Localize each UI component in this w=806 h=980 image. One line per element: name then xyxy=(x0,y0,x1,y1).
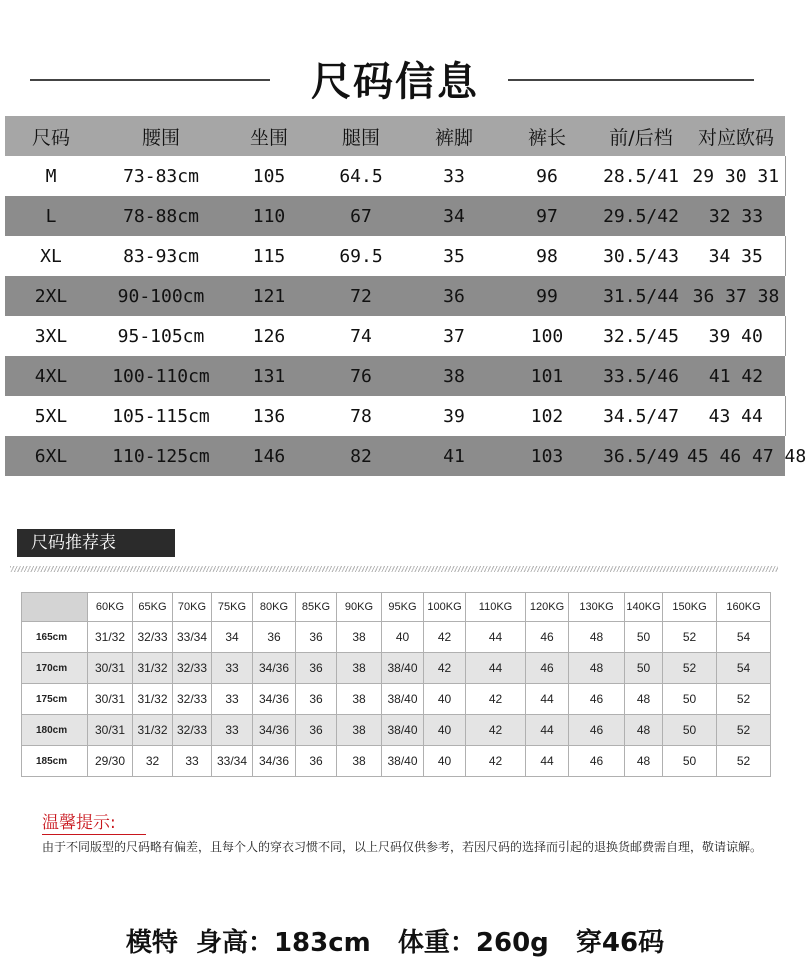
weight-header-cell: 120KG xyxy=(526,593,569,622)
recommend-cell: 40 xyxy=(382,622,424,653)
size-cell: 98 xyxy=(499,236,595,276)
recommend-cell: 46 xyxy=(526,622,569,653)
height-header-cell: 170cm xyxy=(22,653,88,684)
recommend-cell: 30/31 xyxy=(88,715,133,746)
weight-header-cell: 95KG xyxy=(382,593,424,622)
size-cell: 5XL xyxy=(5,396,97,436)
recommend-cell: 31/32 xyxy=(133,684,173,715)
size-header-cell: 坐围 xyxy=(225,116,313,156)
recommend-cell: 38 xyxy=(337,746,382,777)
size-cell: 95-105cm xyxy=(97,316,225,356)
size-cell: L xyxy=(5,196,97,236)
size-cell: 37 xyxy=(409,316,499,356)
recommend-cell: 38 xyxy=(337,622,382,653)
recommend-cell: 50 xyxy=(663,746,717,777)
size-cell: 105-115cm xyxy=(97,396,225,436)
size-cell: 36.5/49 xyxy=(595,436,687,476)
recommend-cell: 44 xyxy=(526,684,569,715)
recommend-cell: 50 xyxy=(663,684,717,715)
size-cell: 29 30 31 xyxy=(687,156,785,196)
size-header-cell: 裤长 xyxy=(499,116,595,156)
recommend-cell: 34 xyxy=(212,622,253,653)
recommend-cell: 52 xyxy=(663,622,717,653)
tips-title: 温馨提示: xyxy=(42,808,146,835)
recommend-cell: 54 xyxy=(717,653,771,684)
recommend-cell: 31/32 xyxy=(88,622,133,653)
size-table-row xyxy=(5,316,785,356)
recommend-cell: 33 xyxy=(173,746,212,777)
weight-header-cell: 100KG xyxy=(424,593,466,622)
recommend-cell: 52 xyxy=(717,684,771,715)
size-cell: 97 xyxy=(499,196,595,236)
size-table-row xyxy=(5,156,785,196)
weight-header-cell: 150KG xyxy=(663,593,717,622)
size-cell: 100-110cm xyxy=(97,356,225,396)
size-cell: 105 xyxy=(225,156,313,196)
size-table xyxy=(5,116,806,476)
size-cell: 67 xyxy=(313,196,409,236)
size-cell: 31.5/44 xyxy=(595,276,687,316)
recommend-label: 尺码推荐表 xyxy=(17,529,175,557)
recommend-cell: 30/31 xyxy=(88,684,133,715)
size-cell: 78 xyxy=(313,396,409,436)
recommend-cell: 46 xyxy=(526,653,569,684)
size-header-cell: 对应欧码 xyxy=(687,116,785,156)
recommend-cell: 32/33 xyxy=(133,622,173,653)
recommend-cell: 52 xyxy=(663,653,717,684)
size-cell: 34 35 xyxy=(687,236,785,276)
size-cell: 73-83cm xyxy=(97,156,225,196)
recommend-cell: 33/34 xyxy=(173,622,212,653)
recommend-cell: 48 xyxy=(625,715,663,746)
recommend-cell: 46 xyxy=(569,715,625,746)
weight-header-cell: 85KG xyxy=(296,593,337,622)
recommend-cell: 42 xyxy=(424,653,466,684)
recommend-cell: 31/32 xyxy=(133,653,173,684)
size-table-row xyxy=(5,236,785,276)
size-cell: 4XL xyxy=(5,356,97,396)
weight-header-cell: 130KG xyxy=(569,593,625,622)
recommend-cell: 40 xyxy=(424,684,466,715)
size-cell: 35 xyxy=(409,236,499,276)
recommend-corner-cell xyxy=(22,593,88,622)
size-cell: 99 xyxy=(499,276,595,316)
size-cell: XL xyxy=(5,236,97,276)
recommend-cell: 50 xyxy=(625,622,663,653)
size-cell: 131 xyxy=(225,356,313,396)
weight-header-cell: 110KG xyxy=(466,593,526,622)
recommend-cell: 34/36 xyxy=(253,684,296,715)
recommend-cell: 30/31 xyxy=(88,653,133,684)
tips-text: 由于不同版型的尺码略有偏差，且每个人的穿衣习惯不同，以上尺码仅供参考，若因尺码的选择而引起的退换货邮费需自理，敬请谅解。 xyxy=(42,840,763,854)
recommend-cell: 34/36 xyxy=(253,653,296,684)
recommend-cell: 32/33 xyxy=(173,684,212,715)
hatch-divider xyxy=(10,566,778,572)
recommend-cell: 34/36 xyxy=(253,746,296,777)
size-header-cell: 腰围 xyxy=(97,116,225,156)
weight-header-cell: 140KG xyxy=(625,593,663,622)
recommend-cell: 36 xyxy=(296,715,337,746)
size-cell: 30.5/43 xyxy=(595,236,687,276)
recommend-cell: 42 xyxy=(466,684,526,715)
recommend-cell: 48 xyxy=(625,684,663,715)
size-table-row xyxy=(5,276,785,316)
recommend-cell: 32/33 xyxy=(173,653,212,684)
size-cell: 32.5/45 xyxy=(595,316,687,356)
size-cell: M xyxy=(5,156,97,196)
height-header-cell: 185cm xyxy=(22,746,88,777)
recommend-cell: 44 xyxy=(466,653,526,684)
size-cell: 39 40 xyxy=(687,316,785,356)
recommend-cell: 33/34 xyxy=(212,746,253,777)
size-cell: 39 xyxy=(409,396,499,436)
size-cell: 41 42 xyxy=(687,356,785,396)
size-cell: 32 33 xyxy=(687,196,785,236)
recommend-cell: 44 xyxy=(466,622,526,653)
recommend-cell: 36 xyxy=(296,622,337,653)
size-cell: 38 xyxy=(409,356,499,396)
recommend-cell: 40 xyxy=(424,746,466,777)
recommend-cell: 54 xyxy=(717,622,771,653)
recommend-table xyxy=(21,592,771,777)
size-cell: 110-125cm xyxy=(97,436,225,476)
recommend-cell: 50 xyxy=(663,715,717,746)
weight-header-cell: 75KG xyxy=(212,593,253,622)
size-header-cell: 前/后档 xyxy=(595,116,687,156)
recommend-cell: 40 xyxy=(424,715,466,746)
weight-header-cell: 90KG xyxy=(337,593,382,622)
size-cell: 136 xyxy=(225,396,313,436)
weight-header-cell: 80KG xyxy=(253,593,296,622)
size-cell: 41 xyxy=(409,436,499,476)
recommend-row xyxy=(22,622,771,653)
size-cell: 146 xyxy=(225,436,313,476)
size-table-row xyxy=(5,436,785,476)
recommend-cell: 31/32 xyxy=(133,715,173,746)
recommend-row xyxy=(22,746,771,777)
recommend-header-row xyxy=(22,593,771,622)
size-cell: 102 xyxy=(499,396,595,436)
size-cell: 45 46 47 48 xyxy=(687,436,785,476)
recommend-cell: 42 xyxy=(466,746,526,777)
size-cell: 36 xyxy=(409,276,499,316)
recommend-cell: 34/36 xyxy=(253,715,296,746)
size-cell: 3XL xyxy=(5,316,97,356)
size-cell: 83-93cm xyxy=(97,236,225,276)
recommend-cell: 44 xyxy=(526,715,569,746)
weight-header-cell: 65KG xyxy=(133,593,173,622)
recommend-row xyxy=(22,715,771,746)
size-cell: 96 xyxy=(499,156,595,196)
recommend-cell: 36 xyxy=(296,653,337,684)
recommend-row xyxy=(22,653,771,684)
size-cell: 110 xyxy=(225,196,313,236)
header xyxy=(0,48,790,108)
size-cell: 103 xyxy=(499,436,595,476)
size-header-cell: 裤脚 xyxy=(409,116,499,156)
recommend-cell: 44 xyxy=(526,746,569,777)
recommend-cell: 33 xyxy=(212,715,253,746)
size-cell: 36 37 38 xyxy=(687,276,785,316)
size-cell: 101 xyxy=(499,356,595,396)
size-cell: 29.5/42 xyxy=(595,196,687,236)
height-header-cell: 180cm xyxy=(22,715,88,746)
size-cell: 33 xyxy=(409,156,499,196)
recommend-cell: 52 xyxy=(717,746,771,777)
recommend-cell: 36 xyxy=(253,622,296,653)
height-header-cell: 165cm xyxy=(22,622,88,653)
size-cell: 115 xyxy=(225,236,313,276)
recommend-cell: 42 xyxy=(424,622,466,653)
recommend-cell: 32 xyxy=(133,746,173,777)
size-cell: 72 xyxy=(313,276,409,316)
size-cell: 74 xyxy=(313,316,409,356)
recommend-cell: 38 xyxy=(337,653,382,684)
model-info: 模特 身高：183cm 体重：260g 穿46码 xyxy=(125,928,665,958)
size-cell: 82 xyxy=(313,436,409,476)
recommend-cell: 48 xyxy=(569,653,625,684)
size-header-cell: 尺码 xyxy=(5,116,97,156)
weight-header-cell: 60KG xyxy=(88,593,133,622)
weight-header-cell: 160KG xyxy=(717,593,771,622)
recommend-cell: 48 xyxy=(569,622,625,653)
recommend-cell: 29/30 xyxy=(88,746,133,777)
size-cell: 90-100cm xyxy=(97,276,225,316)
size-table-header xyxy=(5,116,785,156)
size-cell: 64.5 xyxy=(313,156,409,196)
page-title: 尺码信息 xyxy=(311,59,479,105)
header-divider-right xyxy=(508,79,754,81)
recommend-row xyxy=(22,684,771,715)
size-table-row xyxy=(5,196,785,236)
size-cell: 28.5/41 xyxy=(595,156,687,196)
size-table-row xyxy=(5,396,785,436)
size-cell: 2XL xyxy=(5,276,97,316)
size-cell: 69.5 xyxy=(313,236,409,276)
recommend-cell: 38/40 xyxy=(382,746,424,777)
recommend-cell: 38/40 xyxy=(382,653,424,684)
recommend-cell: 32/33 xyxy=(173,715,212,746)
size-cell: 34.5/47 xyxy=(595,396,687,436)
size-table-row xyxy=(5,356,785,396)
recommend-cell: 38 xyxy=(337,684,382,715)
recommend-cell: 42 xyxy=(466,715,526,746)
recommend-cell: 38/40 xyxy=(382,715,424,746)
recommend-cell: 38 xyxy=(337,715,382,746)
size-header-cell: 腿围 xyxy=(313,116,409,156)
size-cell: 6XL xyxy=(5,436,97,476)
recommend-cell: 36 xyxy=(296,746,337,777)
size-cell: 33.5/46 xyxy=(595,356,687,396)
size-cell: 126 xyxy=(225,316,313,356)
recommend-cell: 48 xyxy=(625,746,663,777)
recommend-cell: 36 xyxy=(296,684,337,715)
recommend-cell: 52 xyxy=(717,715,771,746)
height-header-cell: 175cm xyxy=(22,684,88,715)
size-cell: 100 xyxy=(499,316,595,356)
size-cell: 34 xyxy=(409,196,499,236)
size-cell: 43 44 xyxy=(687,396,785,436)
recommend-cell: 50 xyxy=(625,653,663,684)
recommend-cell: 33 xyxy=(212,653,253,684)
weight-header-cell: 70KG xyxy=(173,593,212,622)
size-cell: 76 xyxy=(313,356,409,396)
size-cell: 121 xyxy=(225,276,313,316)
recommend-cell: 38/40 xyxy=(382,684,424,715)
recommend-cell: 46 xyxy=(569,684,625,715)
recommend-cell: 46 xyxy=(569,746,625,777)
size-cell: 78-88cm xyxy=(97,196,225,236)
recommend-cell: 33 xyxy=(212,684,253,715)
